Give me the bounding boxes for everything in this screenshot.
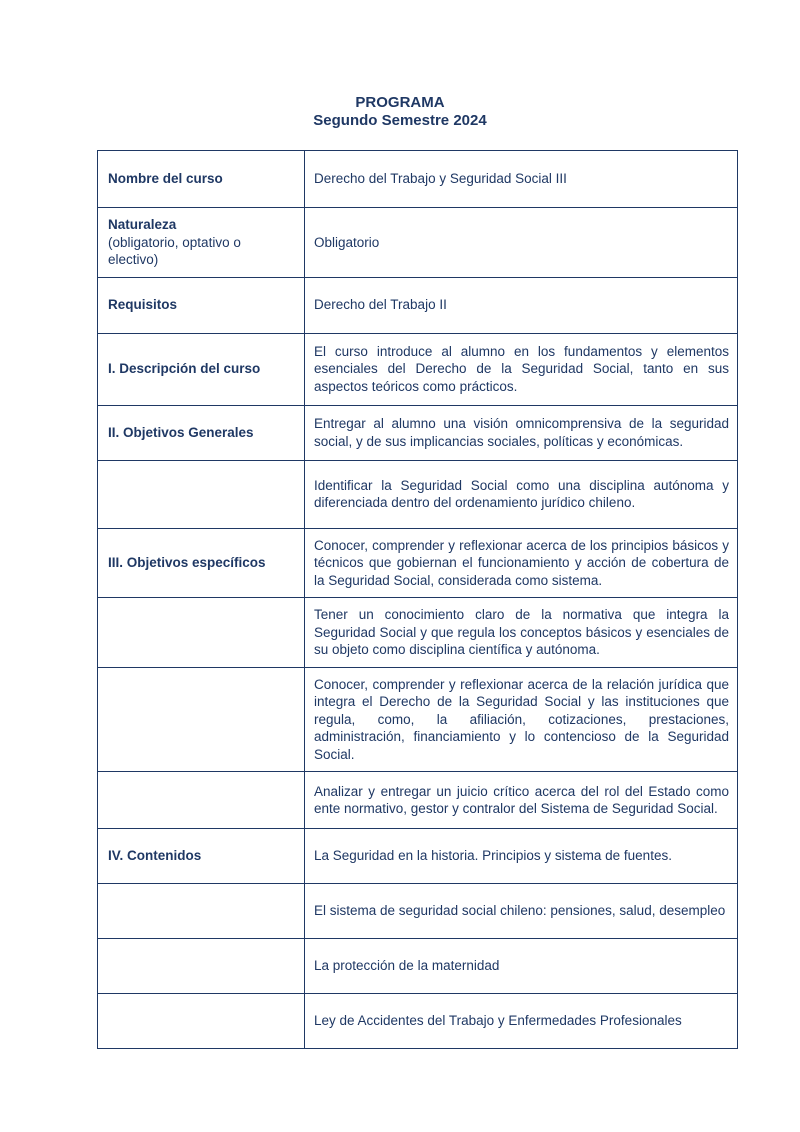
row-content: Ley de Accidentes del Trabajo y Enfermedades Profesionales bbox=[314, 1013, 682, 1029]
row-content: Tener un conocimiento claro de la normativa que integra la Seguridad Social y que regula los conceptos básicos y esenciales de su objeto como disciplina científica y autónoma. bbox=[314, 607, 729, 657]
table-row bbox=[98, 772, 738, 829]
page-title: PROGRAMA bbox=[355, 94, 445, 111]
table-row bbox=[98, 405, 738, 460]
row-content: El curso introduce al alumno en los fundamentos y elementos esenciales del Derecho de la Seguridad Social, tanto en sus aspectos teóricos como prácticos. bbox=[314, 343, 729, 394]
row-label: Requisitos bbox=[108, 297, 178, 313]
row-content: Analizar y entregar un juicio crítico acerca del rol del Estado como ente normativo, gestor y contralor del Sistema de Seguridad Social. bbox=[314, 783, 729, 816]
row-content-cell bbox=[305, 598, 738, 668]
document-title-block bbox=[0, 94, 800, 130]
row-label: IV. Contenidos bbox=[108, 848, 202, 864]
row-label-cell bbox=[98, 151, 305, 208]
row-label-cell bbox=[98, 667, 305, 772]
row-content-cell bbox=[305, 667, 738, 772]
row-label: Nombre del curso bbox=[108, 171, 223, 187]
row-label: II. Objetivos Generales bbox=[108, 424, 254, 440]
row-content-cell bbox=[305, 333, 738, 405]
row-content: Obligatorio bbox=[314, 234, 380, 250]
row-content-cell bbox=[305, 829, 738, 884]
row-content: Identificar la Seguridad Social como una disciplina autónoma y diferenciada dentro del ordenamiento jurídico chileno. bbox=[314, 477, 729, 510]
row-label: I. Descripción del curso bbox=[108, 361, 261, 377]
row-content-cell bbox=[305, 528, 738, 598]
row-content: El sistema de seguridad social chileno: pensiones, salud, desempleo bbox=[314, 903, 726, 919]
row-content-cell bbox=[305, 405, 738, 460]
table-row bbox=[98, 277, 738, 333]
table-row bbox=[98, 829, 738, 884]
row-label-cell bbox=[98, 528, 305, 598]
row-content-cell bbox=[305, 939, 738, 994]
row-content-cell bbox=[305, 994, 738, 1049]
row-label-sub: (obligatorio, optativo o electivo) bbox=[108, 234, 241, 267]
row-content-cell bbox=[305, 460, 738, 528]
row-label-cell bbox=[98, 405, 305, 460]
table-row bbox=[98, 667, 738, 772]
table-row bbox=[98, 598, 738, 668]
row-content-cell bbox=[305, 884, 738, 939]
row-label-cell bbox=[98, 994, 305, 1049]
row-label-cell bbox=[98, 939, 305, 994]
row-label: III. Objetivos específicos bbox=[108, 555, 266, 570]
table-row bbox=[98, 333, 738, 405]
row-label-cell bbox=[98, 598, 305, 668]
row-content: Conocer, comprender y reflexionar acerca de los principios básicos y técnicos que gobiernan el funcionamiento y acción de cobertura de la Seguridad Social, considerada como sistema. bbox=[314, 537, 729, 588]
row-content-cell bbox=[305, 772, 738, 829]
table-row bbox=[98, 884, 738, 939]
row-content: Conocer, comprender y reflexionar acerca de la relación jurídica que integra el Derecho de la Seguridad Social y las instituciones que regula, como, la afiliación, cotizaciones, prestaciones, administración, financiamiento y lo contencioso de la Seguridad Social. bbox=[314, 676, 729, 762]
row-content: La protección de la maternidad bbox=[314, 958, 500, 974]
row-content-cell bbox=[305, 208, 738, 278]
row-content-cell bbox=[305, 277, 738, 333]
row-label-cell bbox=[98, 829, 305, 884]
row-label-cell bbox=[98, 884, 305, 939]
table-row bbox=[98, 528, 738, 598]
row-label-cell bbox=[98, 277, 305, 333]
row-label-cell bbox=[98, 460, 305, 528]
row-label-cell bbox=[98, 772, 305, 829]
row-content: La Seguridad en la historia. Principios y sistema de fuentes. bbox=[314, 848, 672, 864]
table-row bbox=[98, 460, 738, 528]
row-label-cell bbox=[98, 208, 305, 278]
table-row bbox=[98, 151, 738, 208]
row-content-cell bbox=[305, 151, 738, 208]
page-subtitle: Segundo Semestre 2024 bbox=[313, 112, 487, 129]
row-content: Entregar al alumno una visión omnicomprensiva de la seguridad social, y de sus implicancias sociales, políticas y económicas. bbox=[314, 416, 729, 449]
row-content: Derecho del Trabajo y Seguridad Social III bbox=[314, 171, 567, 187]
row-content: Derecho del Trabajo II bbox=[314, 297, 447, 313]
table-row bbox=[98, 939, 738, 994]
program-table bbox=[97, 150, 738, 1049]
table-row bbox=[98, 994, 738, 1049]
table-row bbox=[98, 208, 738, 278]
row-label-cell bbox=[98, 333, 305, 405]
row-label: Naturaleza bbox=[108, 217, 177, 232]
